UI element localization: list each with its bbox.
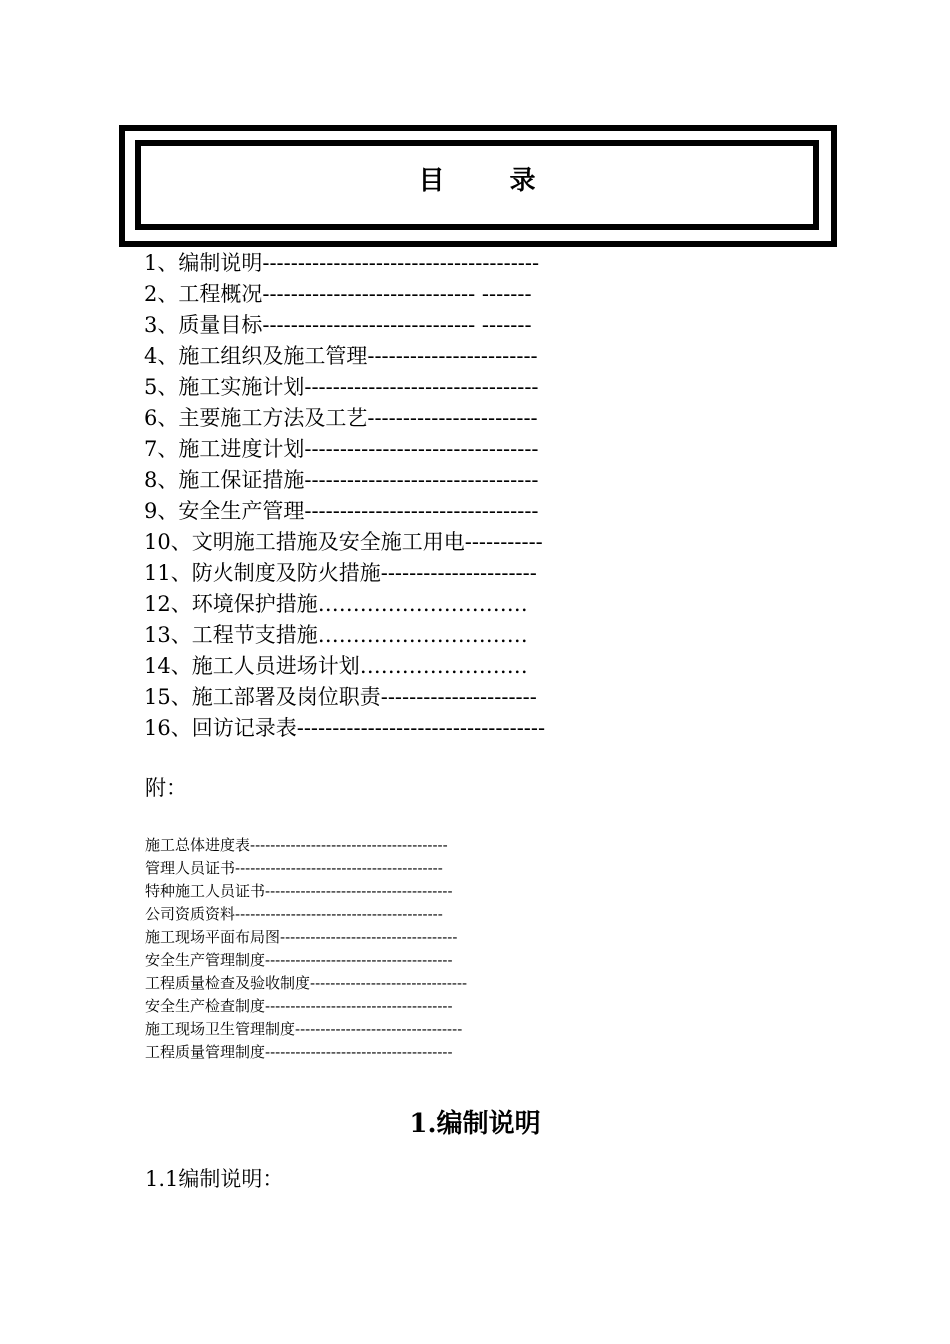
- appendix-list: [145, 834, 467, 1064]
- appendix-item[interactable]: 特种施工人员证书-------------------------------------: [145, 882, 453, 900]
- subsection-heading: 1.1编制说明：: [145, 1167, 284, 1191]
- appendix-item[interactable]: 安全生产检查制度-------------------------------------: [145, 997, 453, 1015]
- appendix-item[interactable]: 管理人员证书-----------------------------------------: [145, 859, 443, 877]
- appendix-item[interactable]: 安全生产管理制度-------------------------------------: [145, 951, 453, 969]
- toc-item[interactable]: 13、工程节支措施…………………………: [144, 623, 528, 647]
- toc-item[interactable]: 14、施工人员进场计划……………………: [144, 654, 528, 678]
- toc-item[interactable]: 12、环境保护措施…………………………: [144, 592, 528, 616]
- toc-item[interactable]: 11、防火制度及防火措施----------------------: [144, 561, 537, 585]
- toc-item[interactable]: 2、工程概况------------------------------ -------: [144, 282, 532, 306]
- toc-item[interactable]: 1、编制说明---------------------------------------: [144, 251, 540, 275]
- appendix-item[interactable]: 公司资质资料-----------------------------------------: [145, 905, 443, 923]
- toc-item[interactable]: 7、施工进度计划---------------------------------: [144, 437, 539, 461]
- toc-item[interactable]: 5、施工实施计划---------------------------------: [144, 375, 539, 399]
- toc-item[interactable]: 8、施工保证措施---------------------------------: [144, 468, 539, 492]
- appendix-item[interactable]: 施工总体进度表---------------------------------------: [145, 836, 448, 854]
- toc-item[interactable]: 15、施工部署及岗位职责----------------------: [144, 685, 537, 709]
- toc-item[interactable]: 6、主要施工方法及工艺------------------------: [144, 406, 538, 430]
- appendix-item[interactable]: 施工现场卫生管理制度---------------------------------: [145, 1020, 463, 1038]
- toc-item[interactable]: 16、回访记录表-----------------------------------: [144, 716, 546, 740]
- section-heading: 1.编制说明: [409, 1109, 541, 1139]
- toc-item[interactable]: 9、安全生产管理---------------------------------: [144, 499, 539, 523]
- title-frame-inner: [135, 140, 819, 230]
- toc-item[interactable]: 10、文明施工措施及安全施工用电-----------: [144, 530, 543, 554]
- appendix-item[interactable]: 工程质量检查及验收制度-------------------------------: [145, 974, 468, 992]
- toc-item[interactable]: 3、质量目标------------------------------ -------: [144, 313, 532, 337]
- appendix-label: 附：: [145, 776, 187, 800]
- toc-item[interactable]: 4、施工组织及施工管理------------------------: [144, 344, 538, 368]
- appendix-item[interactable]: 工程质量管理制度-------------------------------------: [145, 1043, 453, 1061]
- table-of-contents: [144, 248, 545, 744]
- appendix-item[interactable]: 施工现场平面布局图-----------------------------------: [145, 928, 458, 946]
- page-title: 目 录: [418, 166, 564, 196]
